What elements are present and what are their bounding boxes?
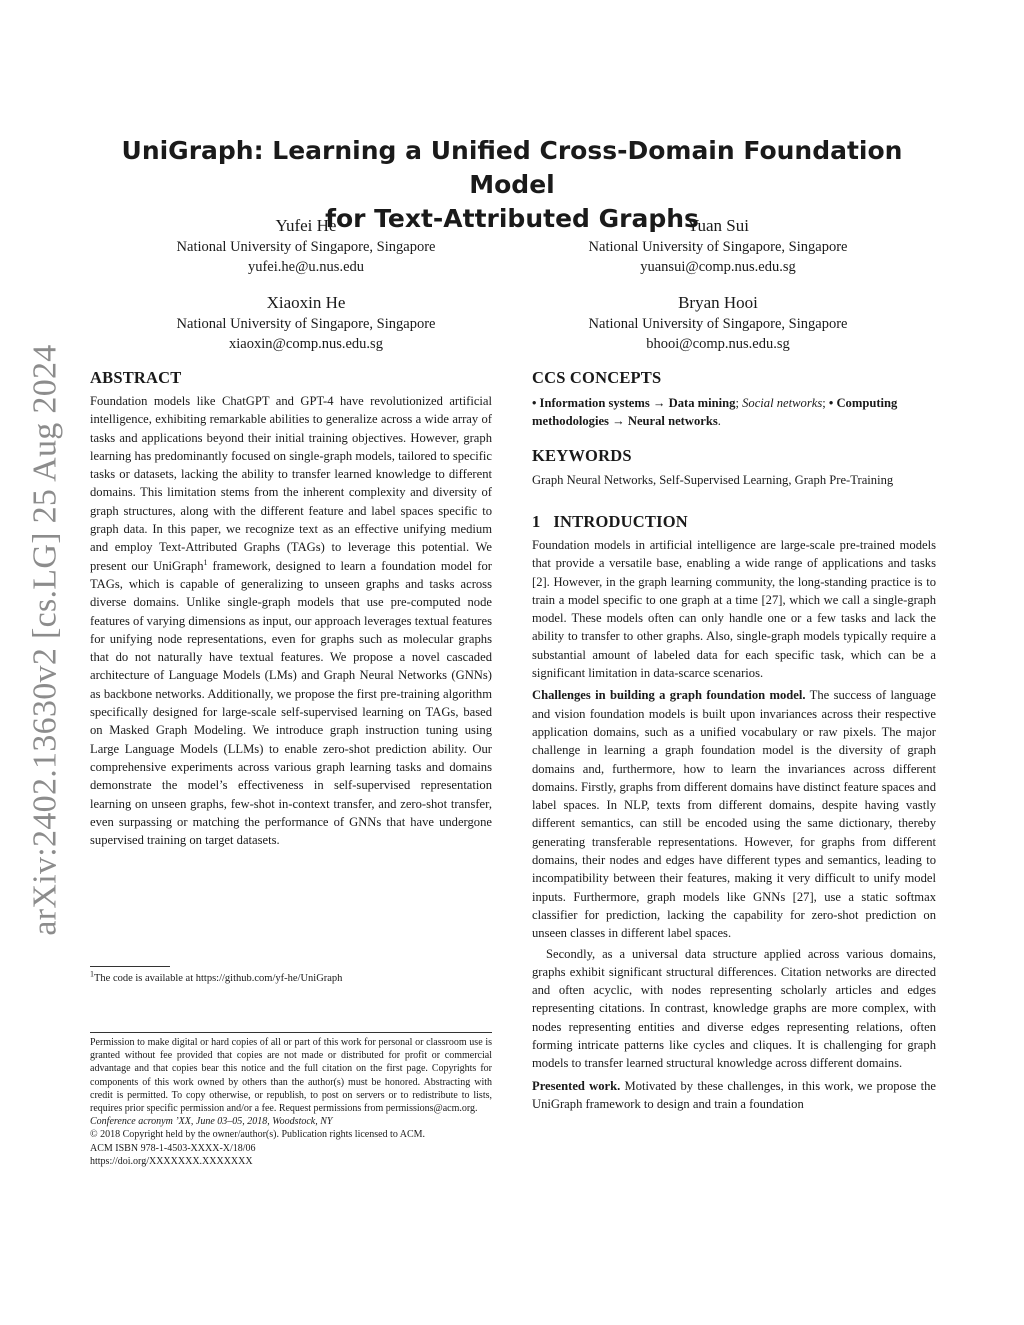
author-affiliation: National University of Singapore, Singapore bbox=[588, 239, 848, 255]
ccs-item-social-networks: Social networks bbox=[742, 396, 823, 410]
author-name: Yuan Sui bbox=[687, 216, 749, 235]
keywords-section bbox=[532, 446, 936, 489]
intro-paragraph-4 bbox=[532, 1077, 936, 1114]
author-affiliation: National University of Singapore, Singapore bbox=[588, 316, 848, 332]
footnote-marker[interactable]: 1 bbox=[203, 557, 208, 567]
intro-paragraph-3: Secondly, as a universal data structure applied across various domains, graphs exhibit significant structural differences. Citation networks are directed and often acyclic, with nodes representing scholarly articles and edges representing citations. In contrast, knowledge graphs are more complex, with nodes representing entities and diverse edges representing relations, often forming intricate patterns like cycles and cliques. It is challenging for graph models to transfer learned structural knowledge across different domains. bbox=[532, 946, 936, 1071]
ccs-concepts-section bbox=[532, 368, 936, 431]
author-affiliation: National University of Singapore, Singapore bbox=[176, 316, 436, 332]
challenges-runin-heading: Challenges in building a graph foundation model. bbox=[532, 688, 806, 703]
title-line-1: UniGraph: Learning a Unified Cross-Domain Foundation Model bbox=[121, 136, 903, 199]
author-name: Yufei He bbox=[275, 216, 337, 235]
ccs-text bbox=[532, 394, 936, 431]
doi-link[interactable]: https://doi.org/XXXXXXX.XXXXXXX bbox=[90, 1155, 253, 1167]
ccs-item-information-systems: • Information systems → Data mining bbox=[532, 396, 736, 410]
permission-block bbox=[90, 1036, 492, 1168]
intro-paragraph-2 bbox=[532, 686, 936, 942]
ccs-item-computing-methodologies: • Computing methodologies → Neural networks bbox=[532, 396, 898, 429]
conference-info: Conference acronym ’XX, June 03–05, 2018, Woodstock, NY bbox=[90, 1116, 333, 1128]
author-block bbox=[508, 215, 928, 277]
author-name: Bryan Hooi bbox=[678, 293, 758, 312]
abstract-text-part-2: framework, designed to learn a foundation model for TAGs, which is capable of generalizing to unseen graphs and tasks across diverse domains. Unlike single-graph models that use pre-computed node features of varying dimensions as input, our approach leverages textual features for unifying node representations, even for graphs such as molecular graphs that do not naturally have textual features. We propose a novel cascaded architecture of Language Models (LMs) and Graph Neural Networks (GNNs) as backbone networks. Additionally, we propose the first pre-training algorithm specifically designed for large-scale self-supervised learning on TAGs, based on Masked Graph Modeling. We introduce graph instruction tuning using Large Language Models (LLMs) to enable zero-shot prediction ability. Our comprehensive experiments across various graph learning tasks and domains demonstrate the model’s effectiveness in self-supervised representation learning on unseen graphs, few-shot in-context transfer, and zero-shot transfer, even surpassing or matching the performance of GNNs that have undergone supervised training on target datasets. bbox=[90, 558, 492, 848]
footnote bbox=[90, 969, 492, 986]
author-email[interactable]: xiaoxin@comp.nus.edu.sg bbox=[229, 336, 383, 352]
abstract-section bbox=[90, 368, 492, 849]
ccs-separator: ; bbox=[822, 396, 829, 410]
permission-text: Permission to make digital or hard copies of all or part of this work for personal or classroom use is granted without fee provided that copies are not made or distributed for profit or commercial advantage and that copies bear this notice and the full citation on the first page. Copyrights for components of this work owned by others than the author(s) must be honored. Abstracting with credit is permitted. To copy otherwise, or republish, to post on servers or to redistribute to lists, requires prior specific permission and/or a fee. Request permissions from permissions@acm.org. bbox=[90, 1037, 492, 1115]
title-line-2: for Text-Attributed Graphs bbox=[325, 204, 699, 233]
arxiv-id: arXiv:2402.13630v2 [cs.LG] 25 Aug 2024 bbox=[26, 344, 64, 936]
copyright-line: © 2018 Copyright held by the owner/author(s). Publication rights licensed to ACM. bbox=[90, 1129, 426, 1141]
intro-paragraph-2-text: The success of language and vision foundation models is built upon invariances across their respective application domains, such as a unified vocabulary or raw pixels. The major challenge in learning a graph foundation model is the diversity of graph domains and, furthermore, how to learn the invariances across different domains. Firstly, graphs from different domains have distinct feature spaces and label spaces. In NLP, texts from different domains, despite having vastly different semantics, can still be encoded using the same dictionary, thereby generating transferable representations. However, for graphs from different domains, their nodes and edges have different types and semantics, leading to incompatibility between their features, making it very difficult to unify model inputs. Furthermore, graph models like GNNs [27], use a static softmax classifier for prediction, lacking the capability for zero-shot prediction on unseen classes in different label spaces. bbox=[532, 688, 936, 941]
abstract-heading: ABSTRACT bbox=[90, 368, 182, 387]
presented-work-runin-heading: Presented work. bbox=[532, 1078, 621, 1093]
footnote-number: 1 bbox=[90, 969, 94, 979]
author-email[interactable]: yufei.he@u.nus.edu bbox=[247, 259, 365, 275]
isbn-line: ACM ISBN 978-1-4503-XXXX-X/18/06 bbox=[90, 1142, 256, 1154]
abstract-text-part-1: Foundation models like ChatGPT and GPT-4 have revolutionized artificial intelligence, exhibiting remarkable abilities to generalize across a wide array of tasks and applications beyond their initial training objectives. However, graph learning has predominantly focused on single-graph models, tailored to specific tasks or datasets, lacking the ability to transfer learned knowledge to different domains. This limitation stems from the inherent complexity and diversity of graph structures, along with the different feature and label spaces specific to graph data. In this paper, we recognize text as an effective unifying medium and employ Text-Attributed Graphs (TAGs) to leverage this potential. We present our UniGraph bbox=[90, 394, 492, 573]
author-affiliation: National University of Singapore, Singapore bbox=[176, 239, 436, 255]
ccs-separator: ; bbox=[735, 396, 743, 410]
permission-divider bbox=[90, 1032, 492, 1033]
ccs-end: . bbox=[717, 414, 721, 429]
ccs-heading: CCS CONCEPTS bbox=[532, 368, 662, 387]
abstract-text bbox=[90, 392, 492, 849]
author-name: Xiaoxin He bbox=[266, 293, 346, 312]
arxiv-sidebar-stamp bbox=[23, 330, 68, 950]
author-email[interactable]: bhooi@comp.nus.edu.sg bbox=[646, 336, 790, 352]
author-block bbox=[96, 215, 516, 277]
author-block bbox=[96, 292, 516, 354]
introduction-section bbox=[532, 512, 936, 1113]
author-block bbox=[508, 292, 928, 354]
author-email[interactable]: yuansui@comp.nus.edu.sg bbox=[640, 259, 796, 275]
footnote-text: The code is available at https://github.com/yf-he/UniGraph bbox=[94, 973, 343, 984]
footnote-divider bbox=[90, 966, 170, 967]
introduction-heading: 1 INTRODUCTION bbox=[532, 512, 688, 531]
intro-paragraph-1: Foundation models in artificial intelligence are large-scale pre-trained models that provide a versatile base, enabling a wide range of applications and tasks [2]. However, in the graph learning community, the long-standing practice is to train a model specific to one graph at a time [27], which we call a single-graph model. These models often can only handle one or a few tasks and lack the ability to transfer to other graphs. Also, single-graph models typically require a substantial amount of labeled data for each specific task, which can be a significant limitation in data-scarce scenarios. bbox=[532, 538, 936, 681]
keywords-text: Graph Neural Networks, Self-Supervised Learning, Graph Pre-Training bbox=[532, 473, 894, 487]
intro-paragraph-4-text: Motivated by these challenges, in this work, we propose the UniGraph framework to design and train a foundation bbox=[532, 1078, 937, 1111]
keywords-heading: KEYWORDS bbox=[532, 446, 632, 465]
